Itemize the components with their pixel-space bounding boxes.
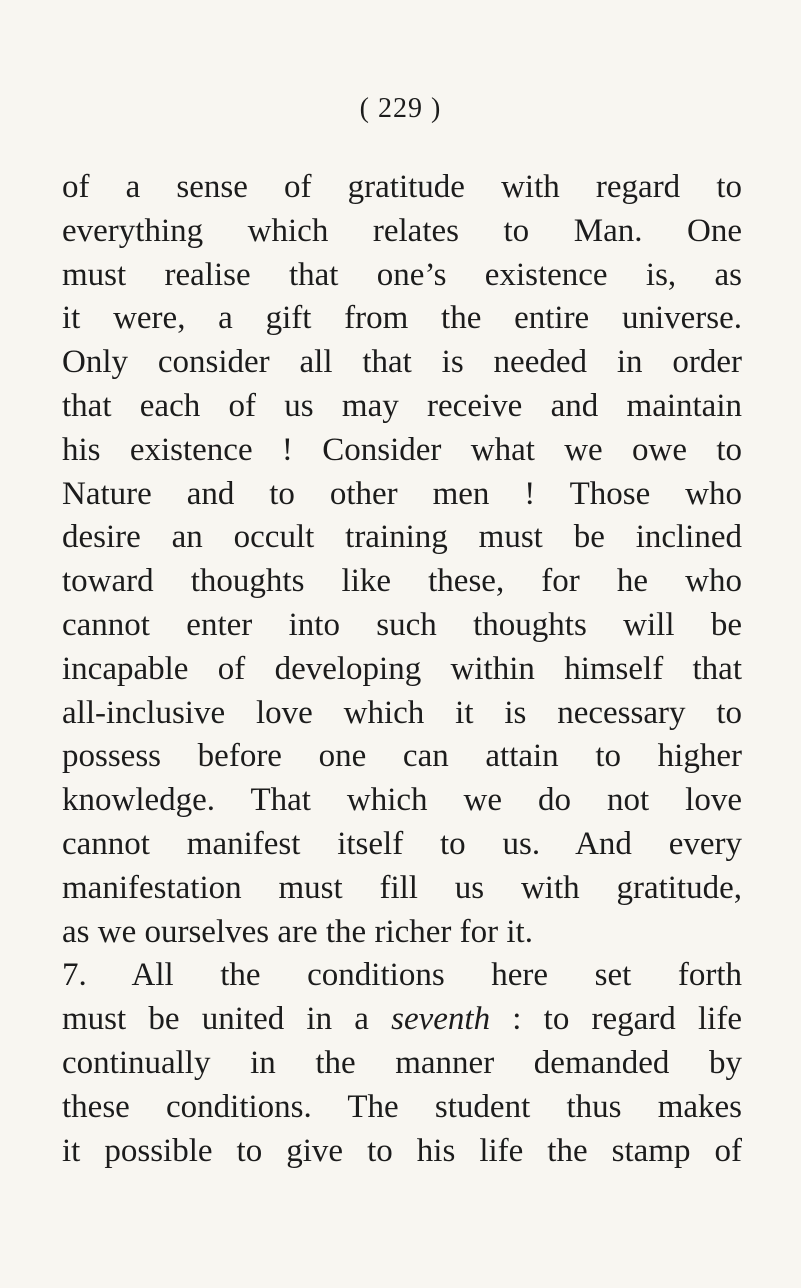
body-text: [62, 166, 742, 1173]
text-line: all-inclusive love which it is necessary to: [62, 694, 742, 731]
text-line: manifestation must fill us with gratitude,: [62, 869, 742, 906]
text-line: 7. All the conditions here set forth: [62, 957, 742, 994]
text-line: desire an occult training must be inclined: [62, 519, 742, 556]
text-line: must realise that one’s existence is, as: [62, 256, 742, 293]
text-line: these conditions. The student thus makes: [62, 1088, 742, 1125]
text-line: it possible to give to his life the stamp of: [62, 1132, 742, 1169]
text-line: it were, a gift from the entire universe.: [62, 300, 742, 337]
text-line: possess before one can attain to higher: [62, 738, 742, 775]
text-line: cannot manifest itself to us. And every: [62, 825, 742, 862]
text-line: knowledge. That which we do not love: [62, 782, 742, 819]
text-line: as we ourselves are the richer for it.: [62, 913, 533, 950]
page-number: ( 229 ): [359, 93, 442, 124]
text-line: everything which relates to Man. One: [62, 212, 742, 249]
text-line: his existence ! Consider what we owe to: [62, 431, 742, 468]
text-segment: must be united in a: [62, 1001, 392, 1038]
text-line: cannot enter into such thoughts will be: [62, 606, 742, 643]
text-line: [62, 998, 742, 1042]
text-line: Nature and to other men ! Those who: [62, 475, 742, 512]
text-line: Only consider all that is needed in order: [62, 344, 742, 381]
text-line: toward thoughts like these, for he who: [62, 563, 742, 600]
text-line: of a sense of gratitude with regard to: [62, 169, 742, 205]
text-line: that each of us may receive and maintain: [62, 387, 742, 424]
text-line: continually in the manner demanded by: [62, 1044, 742, 1081]
text-segment: : to regard life: [490, 1001, 742, 1038]
emphasis-text: seventh: [391, 1001, 491, 1038]
text-line: incapable of developing within himself that: [62, 650, 742, 687]
